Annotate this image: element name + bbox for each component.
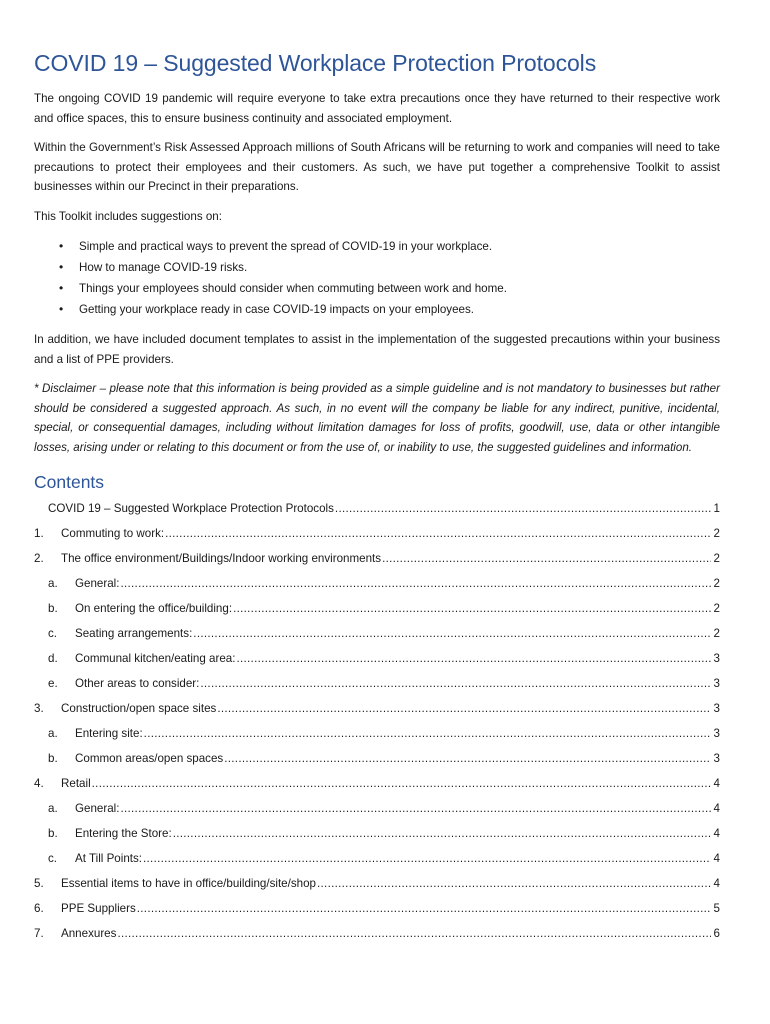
contents-heading: Contents <box>34 472 105 492</box>
toc-entry[interactable]: b. Common areas/open spaces ..... 3 <box>34 746 720 771</box>
toc-entry[interactable]: 5. Essential items to have in office/building/site/shop ..... 4 <box>34 871 720 896</box>
toc-entry[interactable]: a. General: ..... 4 <box>34 796 720 821</box>
bullet-icon: • <box>59 239 64 253</box>
bullet-icon: • <box>59 260 64 274</box>
suggestion-list <box>34 236 720 320</box>
toc-entry[interactable]: c. Seating arrangements: ..... 2 <box>34 621 720 646</box>
list-item: • Things your employees should consider when commuting between work and home. <box>79 278 720 299</box>
government-paragraph: Within the Government’s Risk Assessed Approach millions of South Africans will be returning to work and companies will need to take precautions to protect their employees and their customers. As such, we have put together a comprehensive Toolkit to assist businesses within our Precinct in their preparations. <box>34 141 720 193</box>
list-item: • How to manage COVID-19 risks. <box>79 257 720 278</box>
bullet-icon: • <box>59 281 64 295</box>
toc-entry[interactable]: 1. Commuting to work: ..... 2 <box>34 521 720 546</box>
toolkit-intro: This Toolkit includes suggestions on: <box>34 209 222 223</box>
toc-entry[interactable]: a. Entering site: ..... 3 <box>34 721 720 746</box>
list-item: • Simple and practical ways to prevent the spread of COVID-19 in your workplace. <box>79 236 720 257</box>
toc-entry[interactable]: c. At Till Points: ..... 4 <box>34 846 720 871</box>
toc-entry[interactable]: 2. The office environment/Buildings/Indoor working environments ..... 2 <box>34 546 720 571</box>
toc-entry[interactable]: d. Communal kitchen/eating area: ..... 3 <box>34 646 720 671</box>
intro-paragraph: The ongoing COVID 19 pandemic will require everyone to take extra precautions once they have returned to their respective work and office spaces, this to ensure business continuity and associated employment. <box>34 92 720 125</box>
toc-entry[interactable]: 7. Annexures ..... 6 <box>34 921 720 946</box>
toc-entry[interactable]: 3. Construction/open space sites ..... 3 <box>34 696 720 721</box>
disclaimer-paragraph: * Disclaimer – please note that this information is being provided as a simple guideline and is not mandatory to businesses but rather should be considered a suggested approach. As such, in no event will the company be liable for any indirect, punitive, incidental, special, or consequential damages, including without limitation damages for loss of profits, goodwill, use, data or other intangible losses, arising under or relating to this document or from the use of, or inability to use, the suggested guidelines and information. <box>34 382 720 454</box>
toc-entry[interactable]: COVID 19 – Suggested Workplace Protection Protocols ..... 1 <box>34 496 720 521</box>
toc-entry[interactable]: b. Entering the Store: ..... 4 <box>34 821 720 846</box>
toc-entry[interactable]: e. Other areas to consider: ..... 3 <box>34 671 720 696</box>
toc-entry[interactable]: 6. PPE Suppliers ..... 5 <box>34 896 720 921</box>
toc-entry[interactable]: a. General: ..... 2 <box>34 571 720 596</box>
list-item: • Getting your workplace ready in case COVID-19 impacts on your employees. <box>79 299 720 320</box>
templates-paragraph: In addition, we have included document templates to assist in the implementation of the suggested precautions within your business and a list of PPE providers. <box>34 333 720 366</box>
page-title: COVID 19 – Suggested Workplace Protection Protocols <box>34 50 597 76</box>
table-of-contents <box>34 496 720 946</box>
toc-entry[interactable]: 4. Retail ..... 4 <box>34 771 720 796</box>
toc-entry[interactable]: b. On entering the office/building: ..... 2 <box>34 596 720 621</box>
bullet-icon: • <box>59 302 64 316</box>
